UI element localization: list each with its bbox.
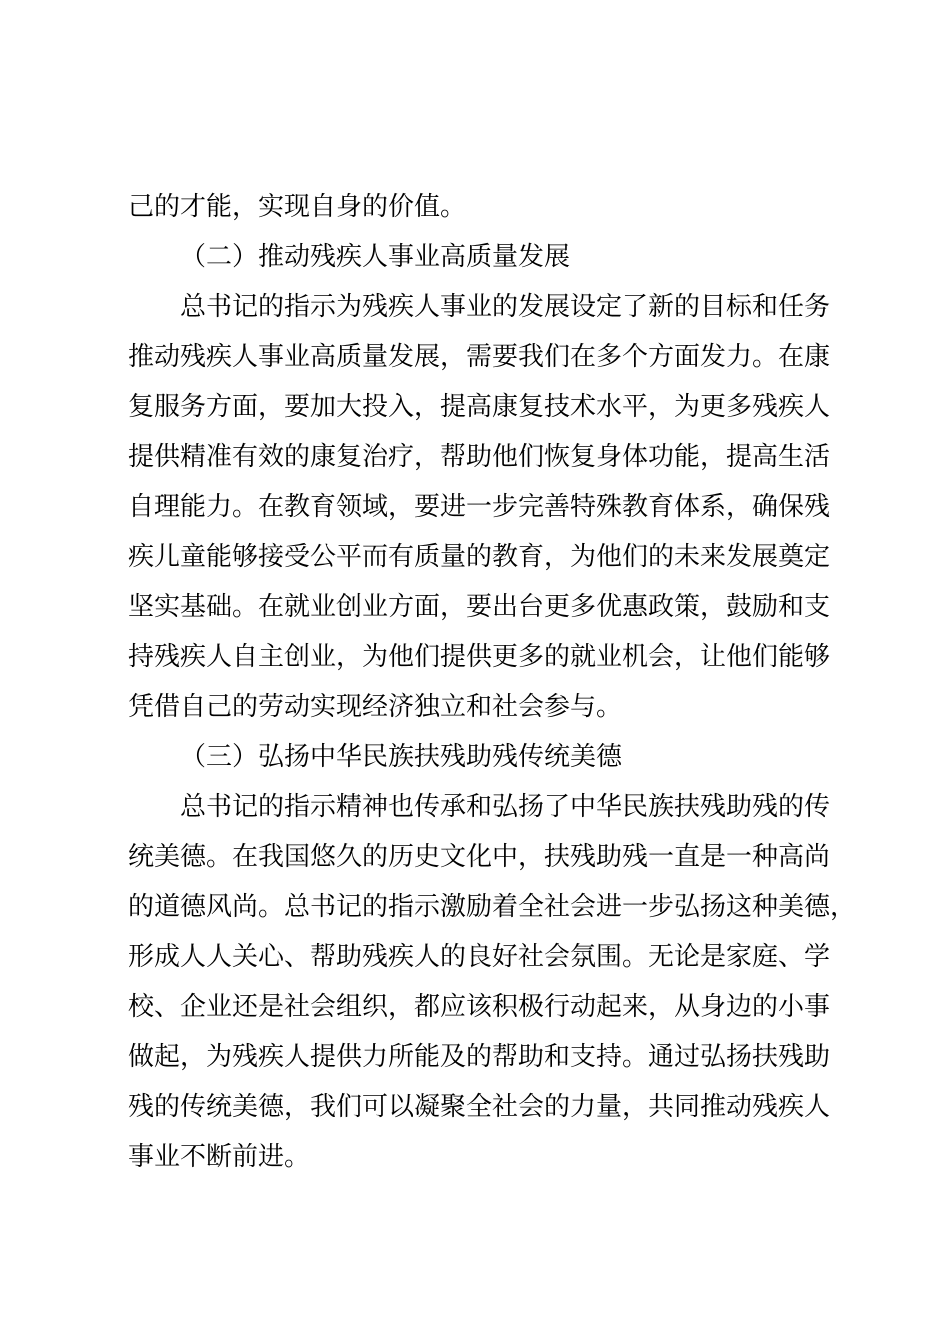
paragraph-line: 推动残疾人事业高质量发展，需要我们在多个方面发力。在康 (128, 342, 831, 372)
paragraph-line: 事业不断前进。 (128, 1142, 311, 1172)
paragraph-line: 凭借自己的劳动实现经济独立和社会参与。 (128, 692, 623, 722)
section-heading-3: （三）弘扬中华民族扶残助残传统美德 (180, 742, 623, 772)
paragraph-line: 提供精准有效的康复治疗，帮助他们恢复身体功能，提高生活 (128, 442, 831, 472)
paragraph-line: 复服务方面，要加大投入，提高康复技术水平，为更多残疾人 (128, 392, 831, 422)
paragraph-line: 统美德。在我国悠久的历史文化中，扶残助残一直是一种高尚 (128, 842, 831, 872)
paragraph-line: 总书记的指示为残疾人事业的发展设定了新的目标和任务 (180, 292, 831, 322)
paragraph-line: 持残疾人自主创业，为他们提供更多的就业机会，让他们能够 (128, 642, 831, 672)
paragraph-line: 做起，为残疾人提供力所能及的帮助和支持。通过弘扬扶残助 (128, 1042, 831, 1072)
paragraph-line: 的道德风尚。总书记的指示激励着全社会进一步弘扬这种美德， (128, 892, 857, 922)
paragraph-line: 疾儿童能够接受公平而有质量的教育，为他们的未来发展奠定 (128, 542, 831, 572)
paragraph-line: 自理能力。在教育领域，要进一步完善特殊教育体系，确保残 (128, 492, 831, 522)
paragraph-line: 坚实基础。在就业创业方面，要出台更多优惠政策，鼓励和支 (128, 592, 831, 622)
section-heading-2: （二）推动残疾人事业高质量发展 (180, 242, 571, 272)
paragraph-line: 己的才能，实现自身的价值。 (128, 192, 467, 222)
paragraph-line: 形成人人关心、帮助残疾人的良好社会氛围。无论是家庭、学 (128, 942, 831, 972)
paragraph-line: 总书记的指示精神也传承和弘扬了中华民族扶残助残的传 (180, 792, 831, 822)
paragraph-line: 残的传统美德，我们可以凝聚全社会的力量，共同推动残疾人 (128, 1092, 831, 1122)
paragraph-line: 校、企业还是社会组织，都应该积极行动起来，从身边的小事 (128, 992, 831, 1022)
